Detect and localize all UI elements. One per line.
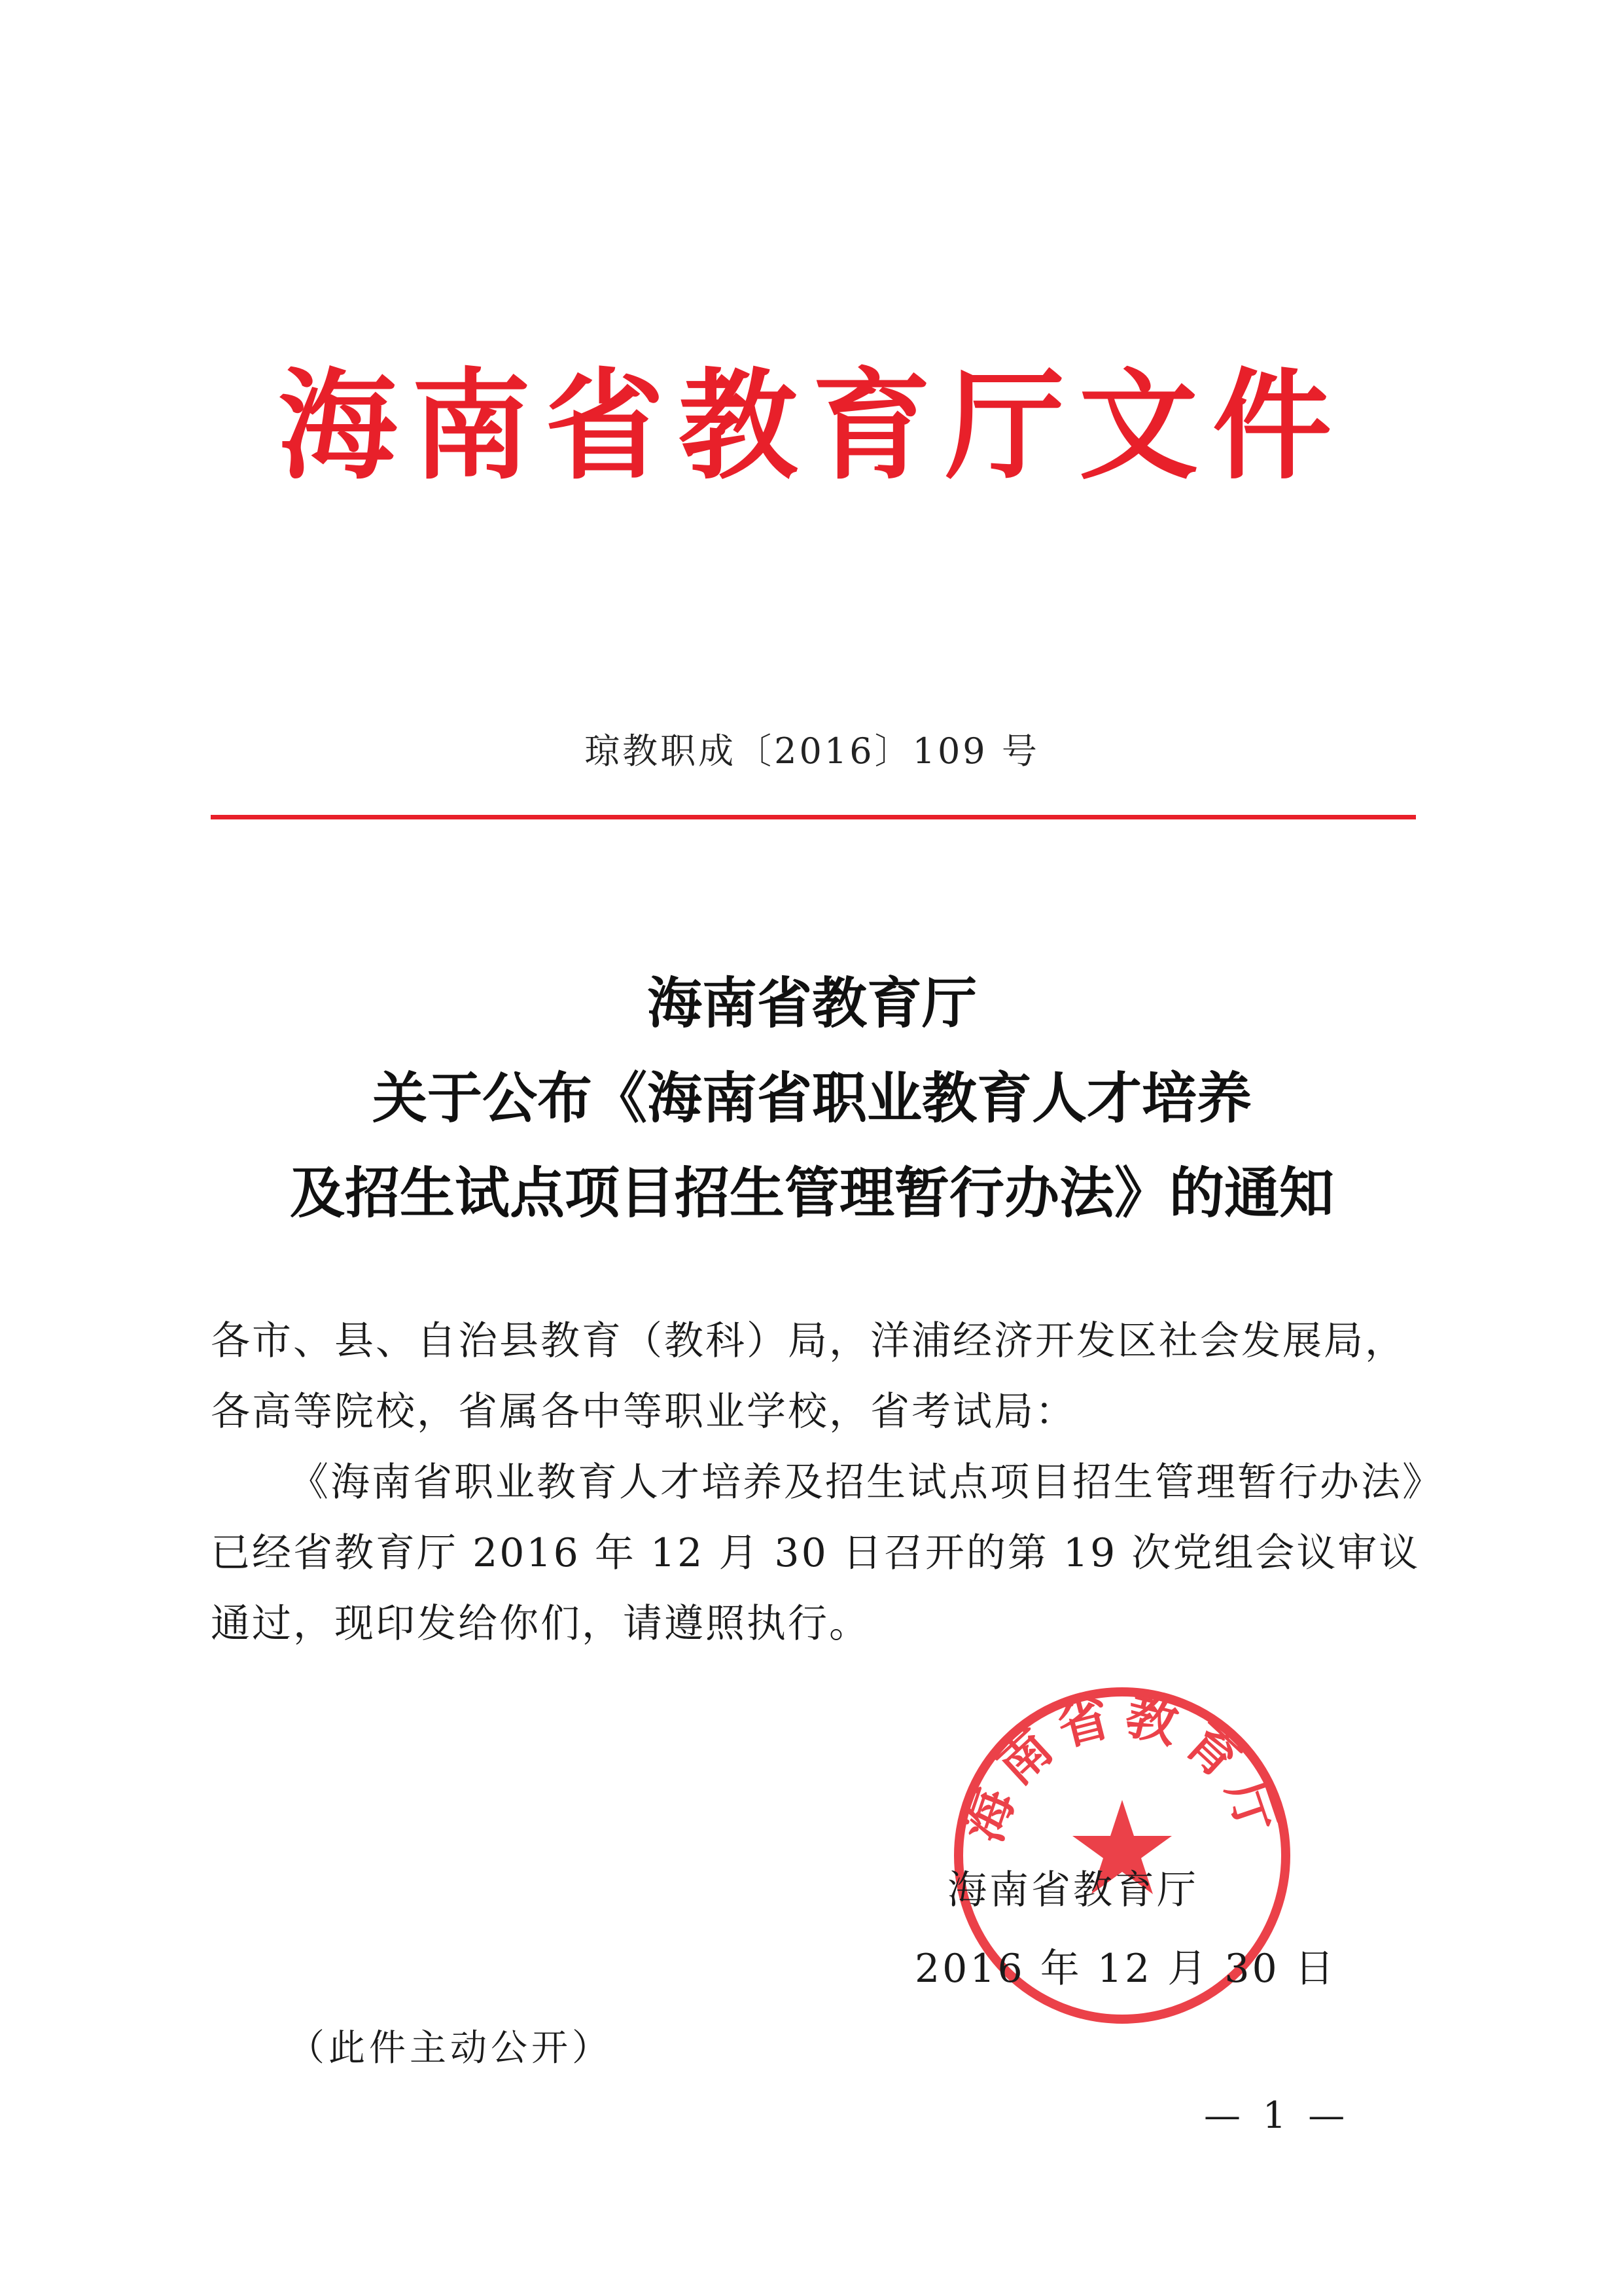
document-number: 琼教职成〔2016〕109 号 [584, 730, 1040, 772]
seal-text: 海南省教育厅 [953, 1685, 1292, 1850]
signer-organization: 海南省教育厅 [947, 1867, 1199, 1913]
red-divider-line [211, 815, 1416, 819]
notice-title-line-1: 海南省教育厅 [646, 971, 977, 1035]
notice-body [211, 1306, 1428, 1659]
page-number: — 1 — [1204, 2094, 1350, 2137]
signature-date: 2016 年 12 月 30 日 [915, 1946, 1337, 1992]
notice-title-line-2: 关于公布《海南省职业教育人才培养 [372, 1066, 1252, 1130]
recipients-line-1: 各市、县、自治县教育（教科）局，洋浦经济开发区社会发展局， [211, 1318, 1406, 1364]
notice-title [0, 956, 1624, 1240]
document-header-title: 海南省教育厅文件 [278, 357, 1346, 495]
recipients-line-2: 各高等院校，省属各中等职业学校，省考试局： [211, 1389, 1076, 1435]
body-paragraph: 《海南省职业教育人才培养及招生试点项目招生管理暂行办法》已经省教育厅 2016 年 12 月 30 日召开的第 19 次党组会议审议通过，现印发给你们，请遵照执行。 [211, 1460, 1424, 1647]
public-disclosure-note: （此件主动公开） [288, 2027, 612, 2070]
notice-title-line-3: 及招生试点项目招生管理暂行办法》的通知 [289, 1160, 1334, 1225]
